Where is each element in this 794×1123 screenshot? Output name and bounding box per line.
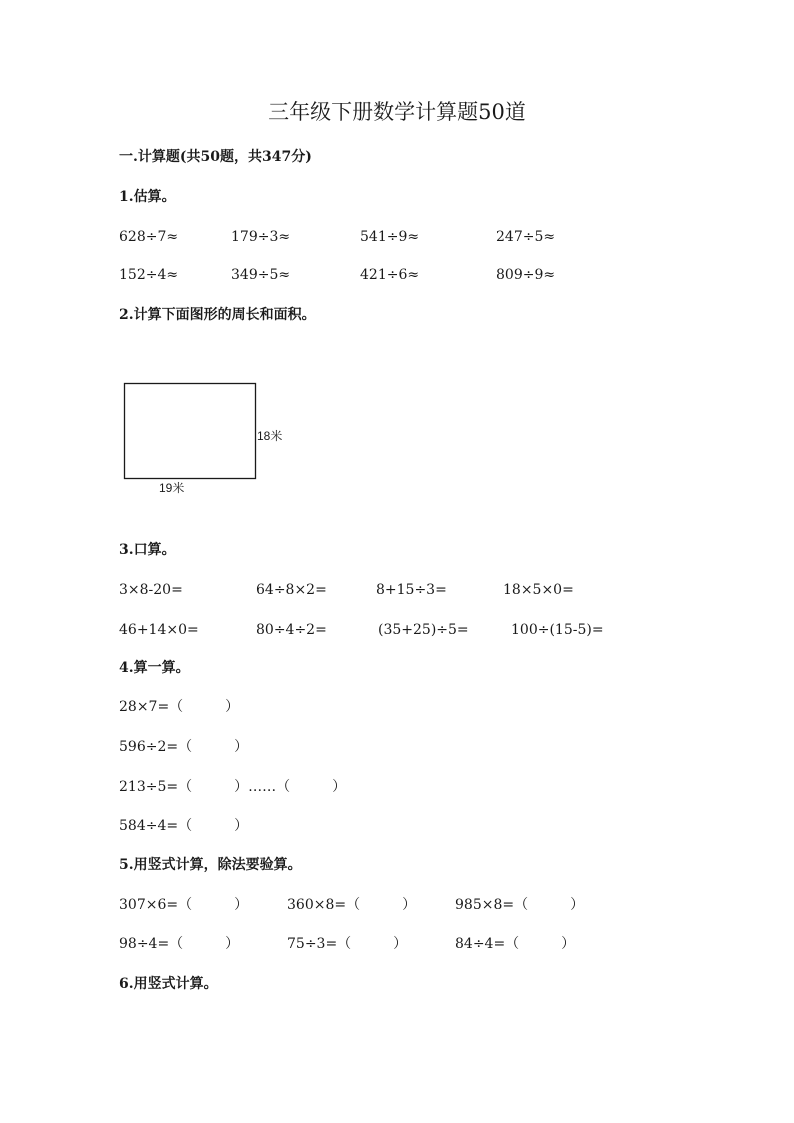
mental-math-item: 100÷(15-5)= — [511, 622, 604, 638]
vertical-calc-item: 985×8=（ ） — [455, 897, 585, 913]
question-1-heading: 1.估算。 — [119, 189, 176, 205]
mental-math-item: 18×5×0= — [503, 582, 574, 598]
vertical-calc-item: 75÷3=（ ） — [287, 936, 408, 952]
estimate-item: 179÷3≈ — [231, 229, 291, 245]
question-5-heading: 5.用竖式计算，除法要验算。 — [119, 857, 302, 873]
mental-math-item: 46+14×0= — [119, 622, 199, 638]
rectangle-height-label: 18米 — [257, 429, 283, 443]
rectangle-width-label: 19米 — [159, 481, 185, 495]
question-6-heading: 6.用竖式计算。 — [119, 976, 218, 992]
section-heading: 一.计算题(共50题，共347分) — [119, 149, 312, 165]
page-title: 三年级下册数学计算题50道 — [268, 100, 526, 124]
calc-item: 28×7=（ ） — [119, 699, 240, 715]
estimate-item: 247÷5≈ — [496, 229, 556, 245]
mental-math-item: 80÷4÷2= — [256, 622, 327, 638]
rectangle-shape — [125, 384, 256, 479]
calc-item: 596÷2=（ ） — [119, 739, 249, 755]
mental-math-item: 3×8-20= — [119, 582, 183, 598]
mental-math-item: (35+25)÷5= — [378, 622, 469, 638]
calc-item: 213÷5=（ ）……（ ） — [119, 779, 347, 795]
estimate-item: 628÷7≈ — [119, 229, 179, 245]
vertical-calc-item: 98÷4=（ ） — [119, 936, 240, 952]
estimate-item: 421÷6≈ — [360, 267, 420, 283]
rectangle-figure — [118, 376, 318, 505]
vertical-calc-item: 360×8=（ ） — [287, 897, 417, 913]
mental-math-item: 8+15÷3= — [376, 582, 447, 598]
vertical-calc-item: 84÷4=（ ） — [455, 936, 576, 952]
estimate-item: 152÷4≈ — [119, 267, 179, 283]
estimate-item: 809÷9≈ — [496, 267, 556, 283]
question-2-heading: 2.计算下面图形的周长和面积。 — [119, 307, 316, 323]
estimate-item: 349÷5≈ — [231, 267, 291, 283]
vertical-calc-item: 307×6=（ ） — [119, 897, 249, 913]
question-3-heading: 3.口算。 — [119, 542, 176, 558]
calc-item: 584÷4=（ ） — [119, 818, 249, 834]
question-4-heading: 4.算一算。 — [119, 660, 190, 676]
mental-math-item: 64÷8×2= — [256, 582, 327, 598]
estimate-item: 541÷9≈ — [360, 229, 420, 245]
